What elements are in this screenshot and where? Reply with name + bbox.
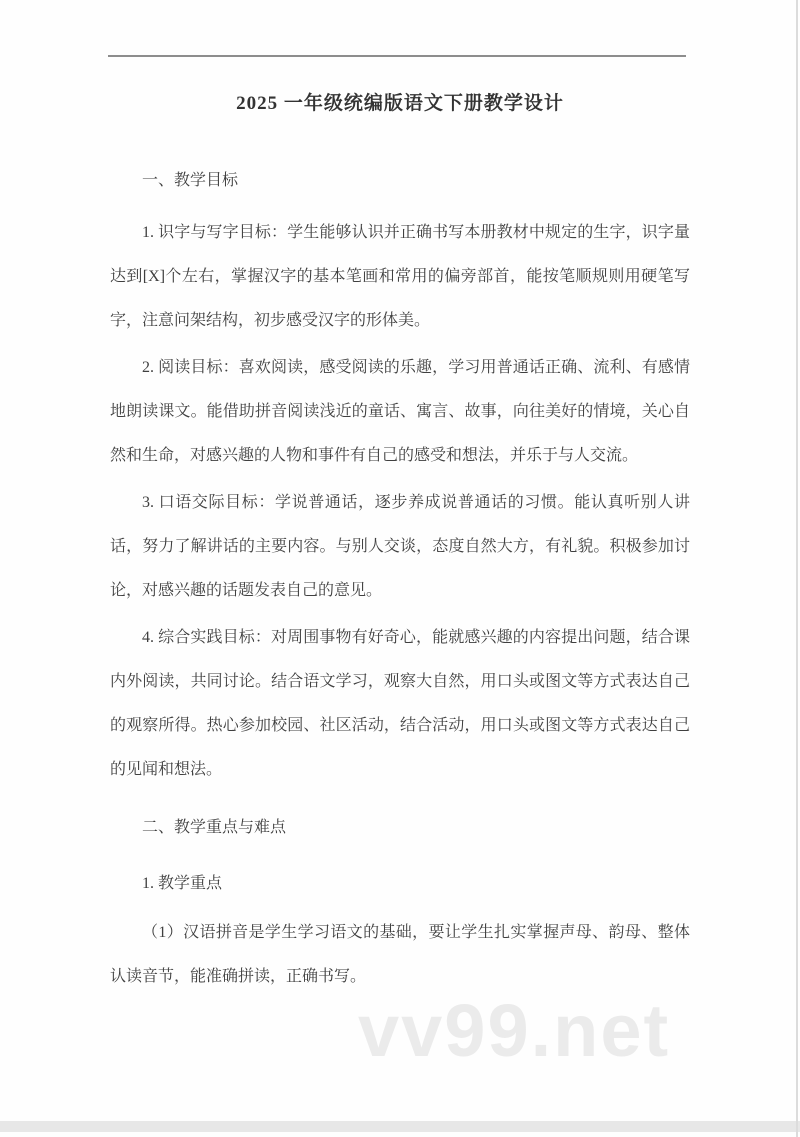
paragraph-reading-goal: 2. 阅读目标：喜欢阅读，感受阅读的乐趣，学习用普通话正确、流利、有感情地朗读课文。能借助拼音阅读浅近的童话、寓言、故事，向往美好的情境，关心自然和生命，对感兴趣的人物和事件有自己的感受和想法，并乐于与人交流。 [110,359,690,464]
page-gap-band [0,1121,800,1132]
paragraph-pinyin-focus: （1）汉语拼音是学生学习语文的基础，要让学生扎实掌握声母、韵母、整体认读音节，能准确拼读，正确书写。 [110,924,690,985]
subsection-heading-teaching-focus: 1. 教学重点 [142,875,223,892]
section-heading-objectives: 一、教学目标 [142,172,239,189]
section-heading-key-points: 二、教学重点与难点 [142,819,287,836]
page-title: 2025 一年级统编版语文下册教学设计 [236,93,564,114]
paragraph-literacy-goal: 1. 识字与写字目标：学生能够认识并正确书写本册教材中规定的生字，识字量达到[X]个左右，掌握汉字的基本笔画和常用的偏旁部首，能按笔顺规则用硬笔写字，注意问架结构，初步感受汉字的形体美。 [110,224,690,329]
paragraph-practice-goal: 4. 综合实践目标：对周围事物有好奇心，能就感兴趣的内容提出问题，结合课内外阅读，共同讨论。结合语文学习，观察大自然，用口头或图文等方式表达自己的观察所得。热心参加校园、社区活动，结合活动，用口头或图文等方式表达自己的见闻和想法。 [110,629,690,778]
paragraph-oral-goal: 3. 口语交际目标：学说普通话，逐步养成说普通话的习惯。能认真听别人讲话，努力了解讲话的主要内容。与别人交谈，态度自然大方，有礼貌。积极参加讨论，对感兴趣的话题发表自己的意见。 [110,494,690,599]
document-content [110,57,690,999]
page-edge-line [796,0,798,1137]
watermark: vv99.net [358,989,671,1072]
